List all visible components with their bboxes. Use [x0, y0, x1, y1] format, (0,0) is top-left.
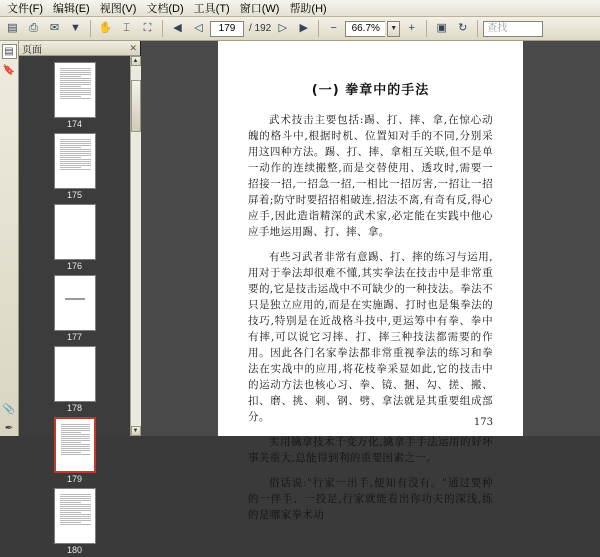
- thumbnail-text-line: [60, 90, 92, 91]
- pages-panel-title: 页面: [22, 44, 42, 56]
- thumbnail-text-line: [60, 510, 92, 511]
- thumbnail-title-bar: [65, 298, 85, 300]
- thumbnail-text-line: [60, 80, 92, 81]
- bookmarks-panel-icon[interactable]: 🔖: [2, 65, 16, 76]
- thumbnail-text-line: [61, 442, 81, 443]
- menu-bar: [0, 0, 600, 17]
- thumbnail-page-label: 174: [66, 119, 83, 129]
- save-icon[interactable]: ▼: [70, 22, 81, 34]
- thumbnail-text-line: [60, 508, 92, 509]
- menu-view[interactable]: 视图(V): [99, 3, 137, 15]
- next-page-icon[interactable]: ▷: [278, 22, 287, 34]
- thumbnail-text-line: [60, 506, 92, 507]
- page-total-label: / 192: [249, 23, 272, 34]
- zoom-out-icon[interactable]: −: [330, 22, 337, 34]
- thumbnail-scrollbar[interactable]: [130, 56, 140, 436]
- thumbnail-preview[interactable]: [54, 346, 96, 402]
- thumbnail-text-line: [61, 448, 91, 449]
- thumbnail-text-line: [61, 444, 91, 445]
- thumbnail-text-line: [60, 145, 92, 146]
- thumbnail-text-line: [61, 438, 91, 439]
- thumbnail-text-line: [60, 161, 92, 162]
- zoom-level-input[interactable]: 66.7%: [345, 21, 385, 37]
- snapshot-icon[interactable]: ⛶: [143, 22, 152, 34]
- thumbnail-preview[interactable]: [54, 488, 96, 544]
- thumbnail-text-line: [60, 520, 92, 521]
- thumbnail-text-line: [61, 446, 91, 447]
- first-page-icon[interactable]: ◀: [173, 22, 182, 34]
- page-number-input[interactable]: 179: [210, 21, 244, 37]
- thumbnail-text-line: [61, 428, 91, 429]
- thumbnail-text-line: [60, 96, 82, 97]
- thumbnail-text-line: [61, 452, 81, 453]
- thumbnail-text-line: [61, 454, 91, 455]
- attachments-panel-icon[interactable]: 📎: [2, 404, 16, 415]
- prev-page-icon[interactable]: ◁: [194, 22, 203, 34]
- hand-tool-icon[interactable]: ✋: [98, 22, 113, 34]
- mail-icon[interactable]: ✉: [49, 22, 60, 34]
- thumbnail-text-line: [60, 82, 92, 83]
- paragraph: 有些习武者非常有意踢、打、摔的练习与运用,用对于拳法却很难不懂,其实拳法在技击中是非常重要的,它是技击运战中不可缺少的一种技法。拳法不只是独立应用的,而是在实施踢、打时也是集拳法的技巧,特别是在近战格斗技中,更运筹中有拳、拳中有摔,可以说它习摔、打、摔三种技法都需要的作用。因此各门名家拳法都非常重视拳法的练习和拳法在实战中的应用,将花枝拳采显如此,它的技击中的运动方法也核心习、拳、镜、捆、勾、搓、搬、扣、磨、挑、刺、钢、劈、拿法就是其重要组成部分。: [248, 251, 493, 423]
- thumbnail-text-line: [61, 426, 91, 427]
- thumbnail-text-line: [60, 498, 92, 499]
- thumbnail-text-line: [60, 94, 92, 95]
- thumbnail-text-line: [60, 74, 92, 75]
- pages-panel-body: [19, 56, 140, 555]
- thumbnail-text-line: [60, 496, 92, 497]
- chevron-down-icon[interactable]: ▼: [387, 21, 400, 37]
- toolbar-separator: [477, 20, 478, 37]
- thumbnail-text-line: [60, 84, 92, 85]
- last-page-icon[interactable]: ▶: [299, 22, 308, 34]
- paragraph: 武术技击主要包括:踢、打、摔、拿,在惊心动魄的格斗中,根据时机、位置知对手的不同,分别采用这四种方法。踢、打、摔、拿相互关联,但不是单一动作的连续搬整,而是交替使用、透攻时,需要一招接一招,一招急一招,一相比一招厉害,一招让一招屏着;防守时要招招相破连,招法不离,有奇有反,得心应手,因此造诣精深的武术家,必定能在实践中他心应手地运用踢、打、摔、拿。: [248, 114, 493, 238]
- thumbnail-text-line: [60, 155, 92, 156]
- thumbnail-text-line: [61, 432, 81, 433]
- thumbnail-text-line: [60, 165, 92, 166]
- menu-edit[interactable]: 编辑(E): [53, 3, 90, 15]
- scroll-down-icon[interactable]: ▼: [131, 426, 141, 436]
- print-icon[interactable]: ⎙: [29, 22, 38, 34]
- scrollbar-track[interactable]: [131, 66, 141, 426]
- document-viewer[interactable]: [141, 41, 600, 521]
- thumbnail-text-line: [60, 522, 82, 523]
- thumbnail-text-line: [60, 502, 82, 503]
- thumbnail-text-line: [60, 88, 92, 89]
- paragraph: 俗话说:"行家一出手,便知有没有。"通过要种的一伴手、一投足,行家就能看出你功夫的深浅,练的是哪家拳术功: [248, 477, 493, 521]
- pages-panel-header: [19, 41, 140, 56]
- thumbnail-text-line: [60, 86, 82, 87]
- pages-panel: [19, 41, 141, 555]
- menu-file[interactable]: 文件(F): [7, 3, 44, 15]
- document-page: [218, 41, 523, 521]
- thumbnail-text-line: [60, 98, 92, 99]
- toolbar-separator: [318, 20, 319, 37]
- thumbnail-text-line: [60, 169, 92, 170]
- open-icon[interactable]: ▤: [7, 22, 18, 34]
- thumbnail-text-line: [61, 424, 91, 425]
- toolbar-separator: [90, 20, 91, 37]
- thumbnail-text-line: [61, 436, 91, 437]
- thumbnail-text-line: [60, 149, 92, 150]
- thumbnail-page-label: 177: [66, 332, 83, 342]
- thumbnail-text-line: [60, 512, 82, 513]
- toolbar: [0, 17, 600, 41]
- menu-window[interactable]: 窗口(W): [239, 3, 280, 15]
- thumbnail-text-line: [60, 504, 92, 505]
- thumbnail-text-line: [60, 514, 92, 515]
- thumbnail-preview[interactable]: [54, 62, 96, 118]
- menu-document[interactable]: 文档(D): [146, 3, 184, 15]
- thumbnail-text-line: [61, 450, 91, 451]
- thumbnail-page-label: 178: [66, 403, 83, 413]
- thumbnail-preview[interactable]: [54, 204, 96, 260]
- thumbnail-item[interactable]: [19, 417, 130, 486]
- menu-help[interactable]: 帮助(H): [289, 3, 327, 15]
- page-footer-number: 173: [473, 417, 493, 428]
- thumbnail-text-line: [60, 153, 92, 154]
- thumbnail-text-line: [60, 151, 92, 152]
- toolbar-separator: [426, 20, 427, 37]
- thumbnail-page-label: 176: [66, 261, 83, 271]
- rotate-icon[interactable]: ↻: [458, 22, 468, 34]
- pages-panel-icon[interactable]: ▤: [2, 44, 17, 59]
- select-tool-icon[interactable]: ⌶: [123, 22, 130, 34]
- thumbnail-text-line: [60, 516, 92, 517]
- thumbnail-text-line: [60, 139, 92, 140]
- page-title: (一) 拳章中的手法: [311, 83, 430, 98]
- zoom-in-icon[interactable]: +: [408, 22, 415, 34]
- scrollbar-thumb[interactable]: [131, 80, 141, 132]
- thumbnail-text-line: [60, 72, 92, 73]
- thumbnail-text-line: [60, 92, 92, 93]
- thumbnail-item[interactable]: [19, 62, 130, 131]
- thumbnail-item[interactable]: [19, 133, 130, 202]
- menu-tools[interactable]: 工具(T): [193, 3, 230, 15]
- thumbnail-text-line: [60, 68, 92, 69]
- thumbnail-list[interactable]: [19, 56, 130, 555]
- thumbnail-text-line: [60, 147, 82, 148]
- thumbnail-text-line: [60, 500, 92, 501]
- thumbnail-preview[interactable]: [54, 275, 96, 331]
- thumbnail-page-label: 175: [66, 190, 83, 200]
- signatures-panel-icon[interactable]: ✒: [4, 423, 14, 434]
- scroll-up-icon[interactable]: ▲: [131, 56, 141, 66]
- close-icon[interactable]: ✕: [129, 42, 137, 53]
- thumbnail-item[interactable]: [19, 346, 130, 415]
- search-input[interactable]: 查找: [483, 21, 543, 37]
- thumbnail-text-line: [60, 518, 92, 519]
- thumbnail-item[interactable]: [19, 275, 130, 344]
- thumbnail-text-line: [60, 70, 92, 71]
- thumbnail-text-line: [60, 143, 92, 144]
- sidebar-rail: [0, 41, 19, 436]
- thumbnail-text-line: [60, 163, 92, 164]
- fit-page-icon[interactable]: ▣: [436, 22, 447, 34]
- thumbnail-item[interactable]: [19, 204, 130, 273]
- main-area: [0, 41, 600, 555]
- thumbnail-text-line: [60, 157, 82, 158]
- thumbnail-text-line: [60, 159, 92, 160]
- thumbnail-page-label: 180: [66, 545, 83, 555]
- thumbnail-preview[interactable]: [54, 133, 96, 189]
- thumbnail-preview[interactable]: [54, 417, 96, 473]
- thumbnail-text-line: [60, 76, 82, 77]
- thumbnail-text-line: [61, 440, 91, 441]
- thumbnail-text-line: [61, 430, 91, 431]
- thumbnail-text-line: [61, 434, 91, 435]
- thumbnail-item[interactable]: [19, 488, 130, 557]
- thumbnail-page-label: 179: [66, 474, 83, 484]
- thumbnail-text-line: [60, 167, 82, 168]
- thumbnail-text-line: [60, 494, 92, 495]
- thumbnail-text-line: [60, 78, 92, 79]
- paragraph: 实用擒拿技术千变万化,擒拿手手法运用的好坏事关重大,总能得到利的重要因素之一。: [248, 436, 493, 464]
- thumbnail-text-line: [60, 141, 92, 142]
- thumbnail-text-line: [60, 524, 92, 525]
- toolbar-separator: [162, 20, 163, 37]
